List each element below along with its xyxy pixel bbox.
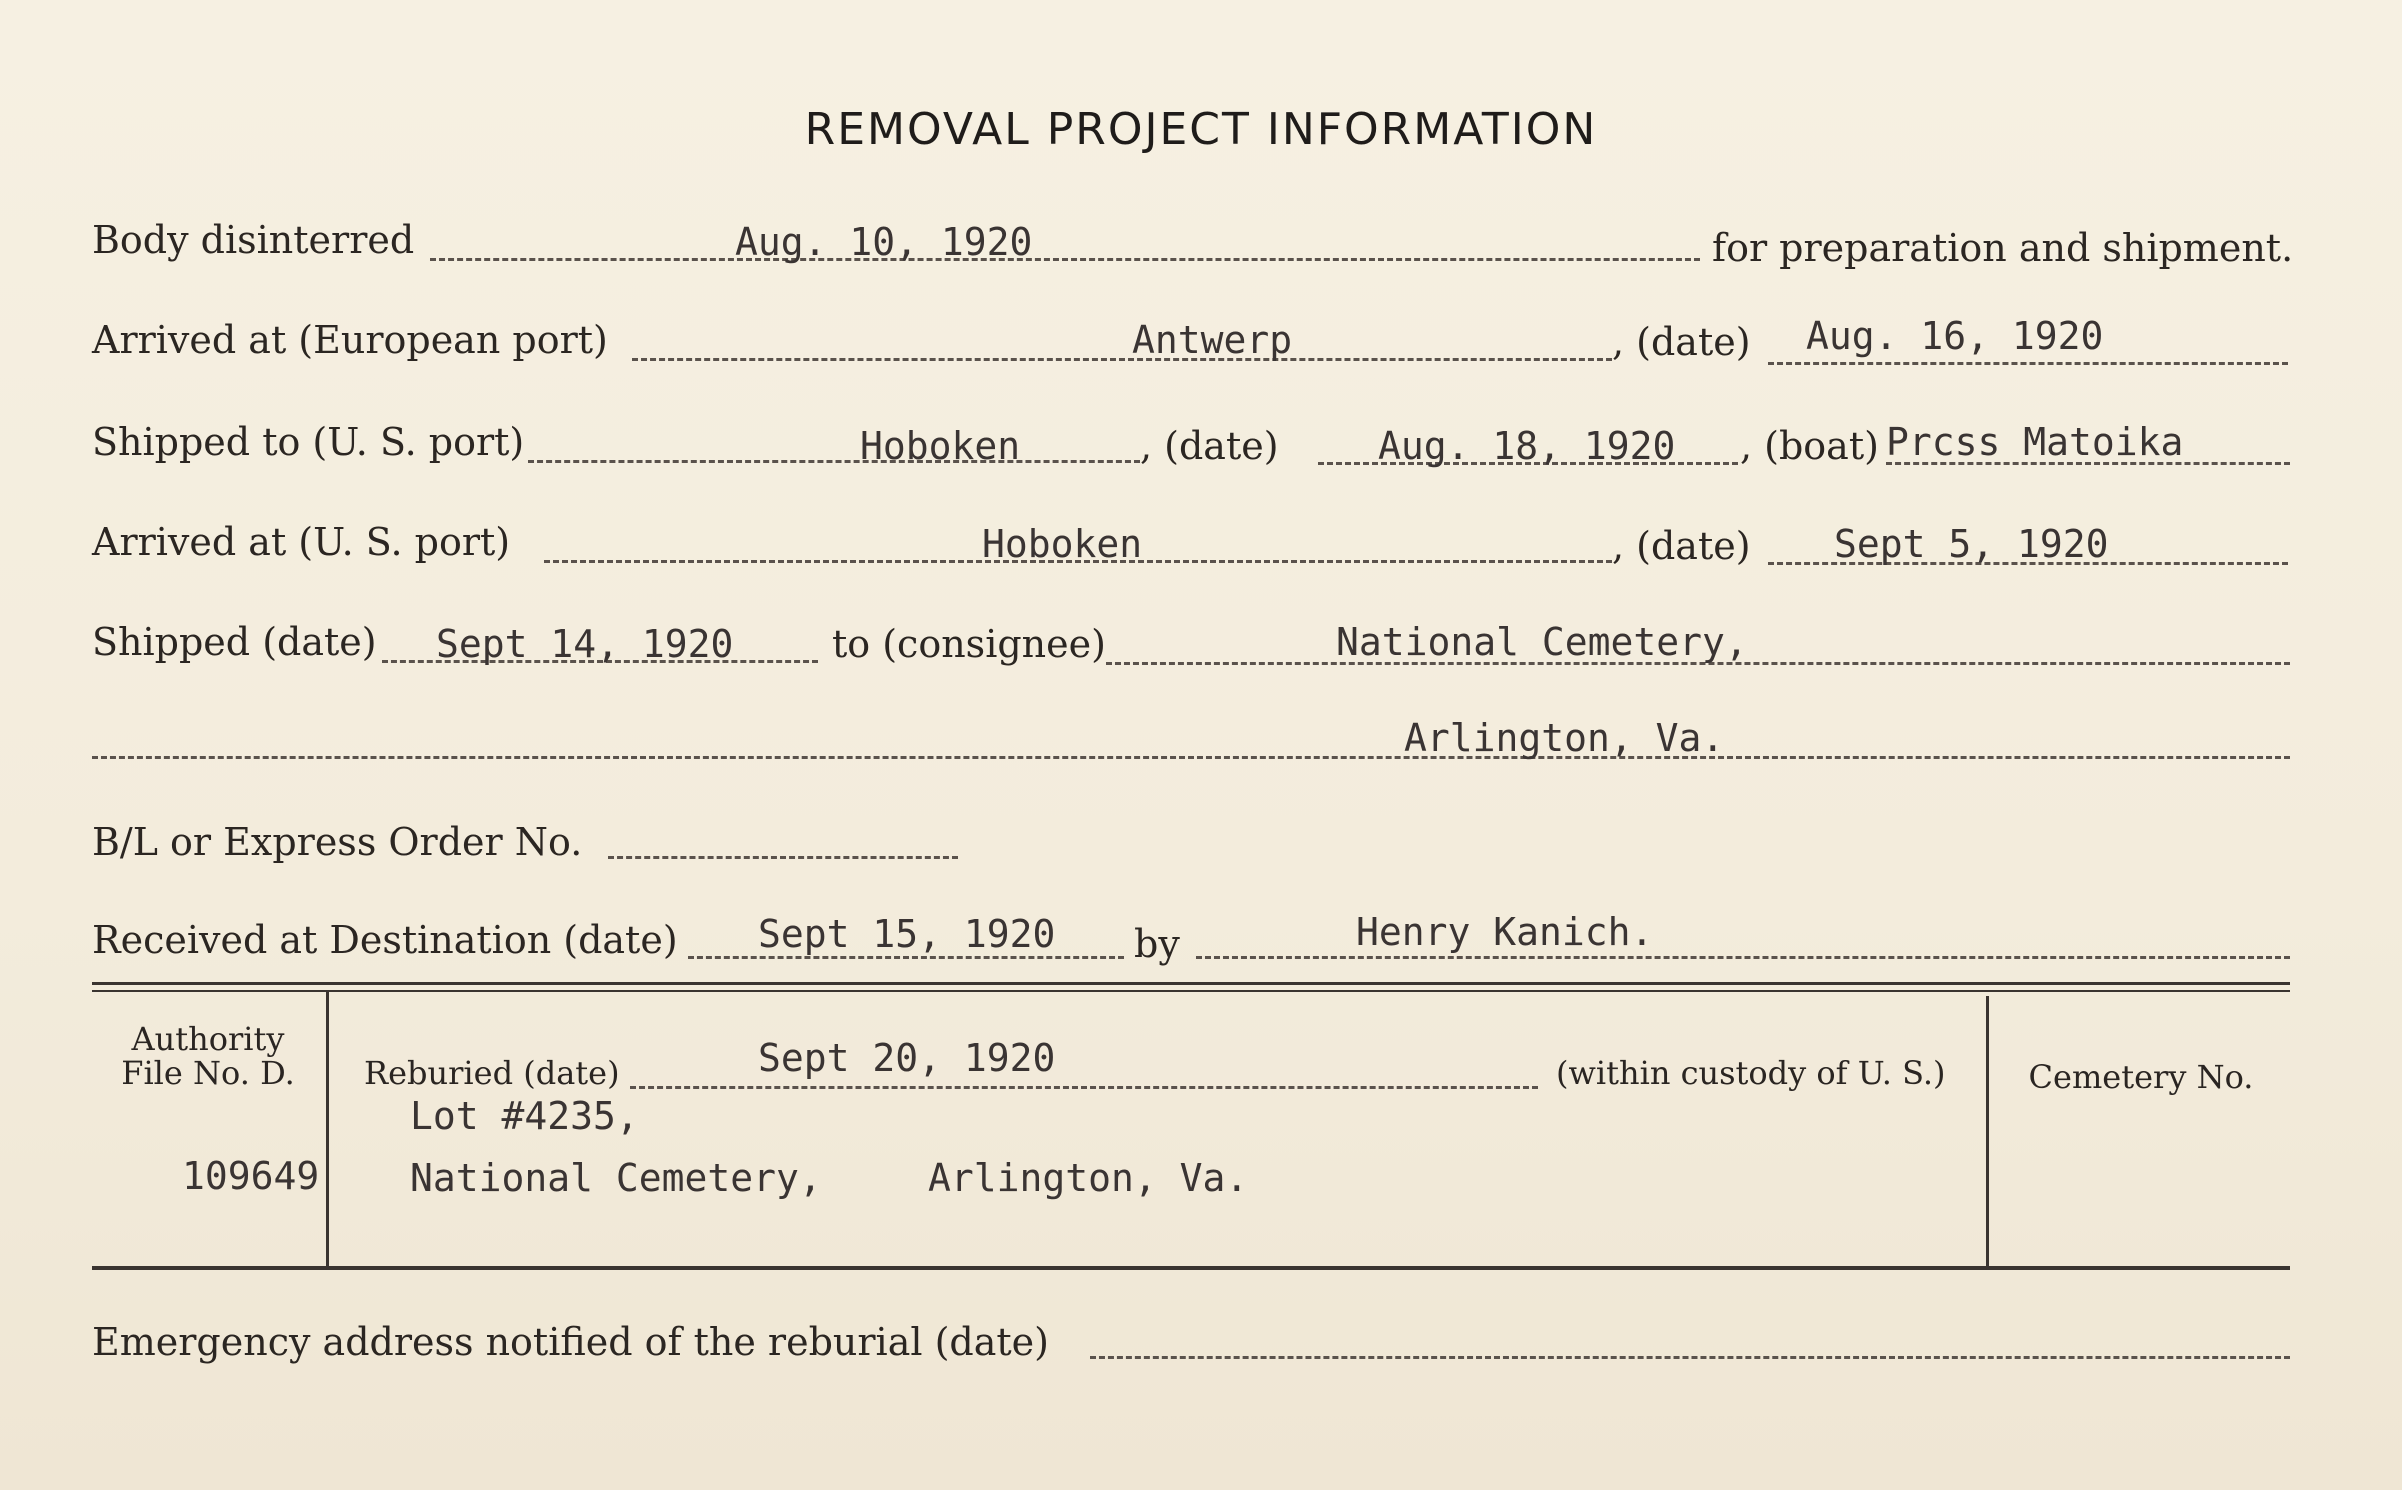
- cemetery-no-label: Cemetery No.: [2028, 1058, 2254, 1096]
- body-disinterred-line: [430, 258, 1700, 261]
- authority-label-2: File No. D.: [121, 1054, 295, 1092]
- arrived-us-date-label: , (date): [1612, 524, 1751, 568]
- consignee-value-1: National Cemetery,: [1336, 620, 1748, 664]
- arrived-european-line: [632, 358, 1612, 361]
- arrived-us-port: Hoboken: [982, 522, 1143, 566]
- received-by-label: by: [1134, 922, 1180, 966]
- shipped-us-date: Aug. 18, 1920: [1378, 424, 1676, 468]
- shipped-us-label: Shipped to (U. S. port): [92, 420, 525, 464]
- arrived-european-label: Arrived at (European port): [92, 318, 608, 362]
- authority-label-1: Authority: [131, 1020, 285, 1058]
- arrived-european-date: Aug. 16, 1920: [1806, 314, 2104, 358]
- received-date-line: [688, 956, 1124, 959]
- reburied-label: Reburied (date): [364, 1054, 620, 1092]
- consignee-line-2: [92, 756, 2290, 759]
- emergency-line: [1090, 1356, 2290, 1359]
- bl-order-label: B/L or Express Order No.: [92, 820, 583, 864]
- reburied-line: [630, 1086, 1538, 1089]
- received-label: Received at Destination (date): [92, 918, 678, 962]
- consignee-label: to (consignee): [832, 622, 1106, 666]
- reburied-date: Sept 20, 1920: [758, 1036, 1056, 1080]
- arrived-european-date-line: [1768, 362, 2288, 365]
- arrived-us-date: Sept 5, 1920: [1834, 522, 2109, 566]
- received-by-line: [1196, 956, 2290, 959]
- table-divider-right: [1986, 996, 1989, 1270]
- arrived-us-label: Arrived at (U. S. port): [92, 520, 511, 564]
- card-title-text: REMOVAL PROJECT INFORMATION: [804, 104, 1598, 155]
- consignee-value-2: Arlington, Va.: [1404, 716, 1725, 760]
- reburied-lot: Lot #4235,: [410, 1094, 639, 1138]
- shipped-us-boat-label: , (boat): [1740, 424, 1879, 468]
- reburied-custody: (within custody of U. S.): [1556, 1054, 1946, 1092]
- shipped-us-boat: Prcss Matoika: [1886, 420, 2184, 464]
- reburied-cemetery: National Cemetery,: [410, 1156, 822, 1200]
- arrived-european-port: Antwerp: [1132, 318, 1293, 362]
- card-title: [0, 104, 2402, 155]
- shipped-us-port-line: [528, 460, 1140, 463]
- table-top-rule-2: [92, 990, 2290, 992]
- shipped-date-label: Shipped (date): [92, 620, 377, 664]
- authority-value: 109649: [182, 1154, 320, 1198]
- reburied-location: Arlington, Va.: [928, 1156, 1249, 1200]
- received-by: Henry Kanich.: [1356, 910, 1654, 954]
- shipped-us-date-label: , (date): [1140, 424, 1279, 468]
- table-top-rule: [92, 982, 2290, 985]
- bl-order-line: [608, 856, 958, 859]
- shipped-date: Sept 14, 1920: [436, 622, 734, 666]
- table-divider-left: [326, 992, 329, 1268]
- arrived-european-date-label: , (date): [1612, 320, 1751, 364]
- body-disinterred-label: Body disinterred: [92, 218, 415, 262]
- body-disinterred-suffix: for preparation and shipment.: [1712, 226, 2294, 270]
- body-disinterred-value: Aug. 10, 1920: [735, 220, 1033, 264]
- shipped-us-port: Hoboken: [860, 424, 1021, 468]
- table-bottom-rule: [92, 1266, 2290, 1270]
- emergency-label: Emergency address notified of the reburial (date): [92, 1320, 1049, 1364]
- received-date: Sept 15, 1920: [758, 912, 1056, 956]
